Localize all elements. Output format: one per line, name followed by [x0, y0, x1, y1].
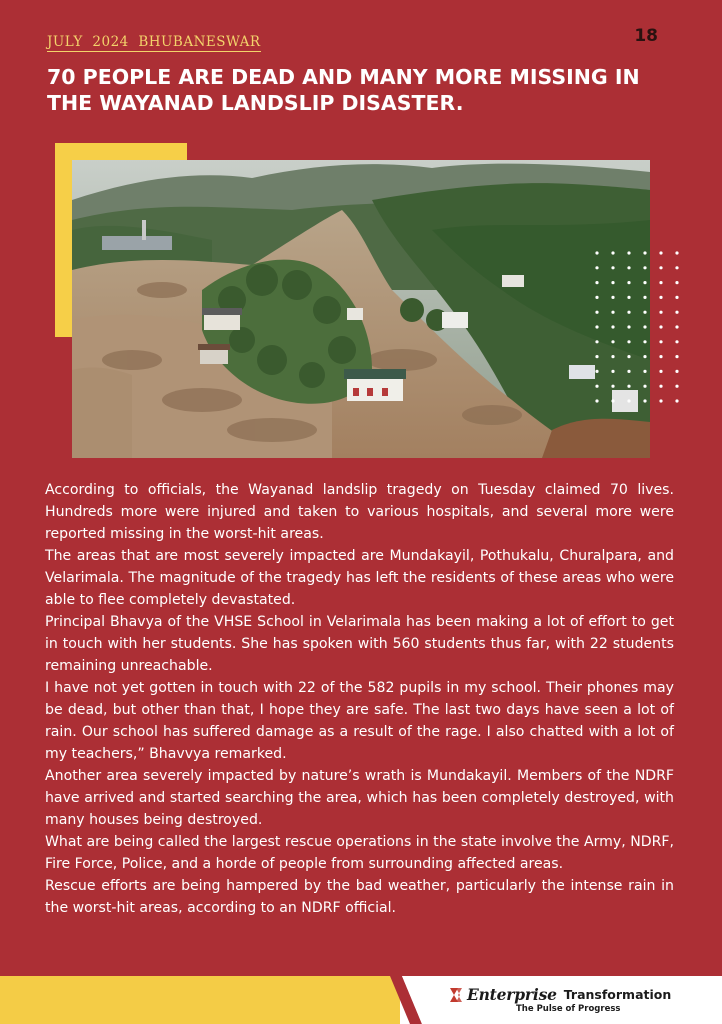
article-paragraph: The areas that are most severely impacted are Mundakayil, Pothukalu, Churalpara, and Velarimala. The magnitude of the tragedy has left the residents of these areas who were able to flee completely devastated. — [45, 548, 674, 608]
brand-logo — [449, 985, 671, 1004]
brand-name-italic: Enterprise — [467, 985, 557, 1004]
page-number: 18 — [634, 26, 658, 46]
article-paragraph: Rescue efforts are being hampered by the bad weather, particularly the intense rain in the worst-hit areas, according to an NDRF official. — [45, 878, 674, 916]
decorative-dot-grid — [594, 250, 684, 414]
article-headline: 70 PEOPLE ARE DEAD AND MANY MORE MISSING IN THE WAYANAD LANDSLIP DISASTER. — [47, 65, 640, 115]
article-paragraph: According to officials, the Wayanad landslip tragedy on Tuesday claimed 70 lives. Hundreds more were injured and taken to various hospitals, and several more were reported missing in the worst-hit areas. — [45, 482, 674, 542]
article-paragraph: I have not yet gotten in touch with 22 of the 582 pupils in my school. Their phones may be dead, but other than that, I hope they are safe. The last two days have seen a lot of rain. Our school has suffered damage as a result of the rage. I also chatted with a lot of my teachers,” Bhavvya remarked. — [45, 680, 674, 762]
article-paragraph: What are being called the largest rescue operations in the state involve the Army, NDRF, Fire Force, Police, and a horde of people from surrounding affected areas. — [45, 834, 674, 872]
footer-divider-stripe — [386, 976, 426, 1024]
brand-mark-icon — [449, 987, 463, 1003]
dateline: JULY 2024 BHUBANESWAR — [47, 34, 261, 50]
brand-name-bold: Transformation — [563, 987, 672, 1002]
footer-yellow-band — [0, 976, 420, 1024]
article-paragraph: Another area severely impacted by nature’s wrath is Mundakayil. Members of the NDRF have arrived and started searching the area, which has been completely destroyed, with many houses being destroyed. — [45, 768, 674, 828]
brand-tagline: The Pulse of Progress — [516, 1004, 621, 1014]
article-body — [45, 479, 674, 919]
landslide-aerial-photo — [72, 160, 650, 458]
article-paragraph: Principal Bhavya of the VHSE School in Velarimala has been making a lot of effort to get in touch with her students. She has spoken with 560 students thus far, with 22 students remaining unreachable. — [45, 614, 674, 674]
